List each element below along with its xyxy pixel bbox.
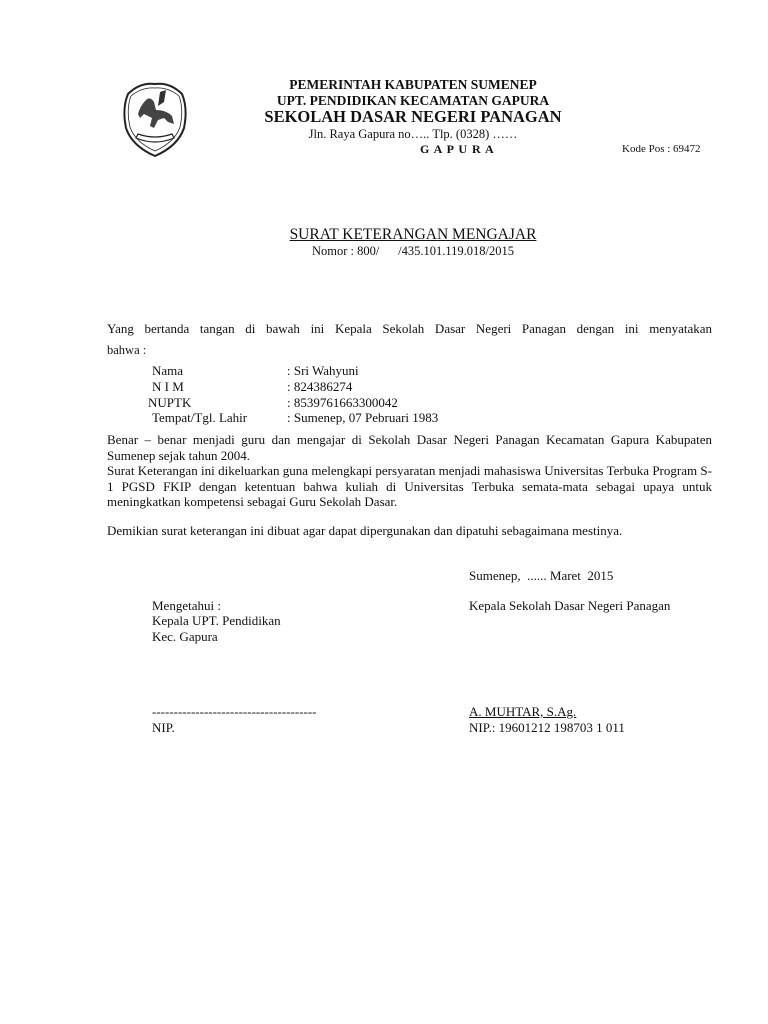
left-sign-line3: Kec. Gapura [152,629,218,644]
detail-label: N I M [152,379,184,394]
detail-value: : 8539761663300042 [287,395,398,410]
school-city: G A P U R A [420,142,495,156]
letterhead-line2: UPT. PENDIDIKAN KECAMATAN GAPURA [276,93,550,108]
document-title: SURAT KETERANGAN MENGAJAR [289,226,537,243]
school-address: Jln. Raya Gapura no….. Tlp. (0328) …… [308,127,518,141]
left-sign-line1: Mengetahui : [152,598,221,613]
detail-label: NUPTK [148,395,192,410]
right-sign-name: A. MUHTAR, S.Ag. [469,704,577,719]
document-number: Nomor : 800/ /435.101.119.018/2015 [312,244,514,258]
detail-value: : Sumenep, 07 Pebruari 1983 [287,410,439,425]
intro-text-2: bahwa : [107,343,147,357]
school-name: SEKOLAH DASAR NEGERI PANAGAN [264,107,562,126]
right-sign-title: Kepala Sekolah Dasar Negeri Panagan [469,598,671,613]
detail-label: Tempat/Tgl. Lahir [152,410,248,425]
left-sign-line2: Kepala UPT. Pendidikan [152,613,281,628]
body-paragraph-1: Benar – benar menjadi guru dan mengajar di Sekolah Dasar Negeri Panagan Kecamatan Gapura Kabupaten Sumenep sejak tahun 2004. [107,432,712,463]
detail-label: Nama [152,363,184,378]
detail-value: : Sri Wahyuni [287,363,359,378]
intro-text: Yang bertanda tangan di bawah ini Kepala Sekolah Dasar Negeri Panagan dengan ini menyatakan [107,321,712,336]
place-date: Sumenep, ...... Maret 2015 [469,568,614,583]
right-sign-nip: NIP.: 19601212 198703 1 011 [469,720,625,735]
left-sign-name: -------------------------------------- [152,704,317,719]
left-sign-nip: NIP. [152,720,175,735]
letterhead-line1: PEMERINTAH KABUPATEN SUMENEP [289,77,537,92]
detail-value: : 824386274 [287,379,353,394]
postcode: Kode Pos : 69472 [622,143,701,155]
closing-paragraph: Demikian surat keterangan ini dibuat agar dapat dipergunakan dan dipatuhi sebagaimana mestinya. [107,523,623,538]
body-paragraph-2: Surat Keterangan ini dikeluarkan guna melengkapi persyaratan menjadi mahasiswa Universitas Terbuka Program S-1 PGSD FKIP dengan ketentuan bahwa kuliah di Universitas Terbuka semata-mata sebagai upaya untuk meningkatkan kompetensi sebagai Guru Sekolah Dasar. [107,463,712,509]
